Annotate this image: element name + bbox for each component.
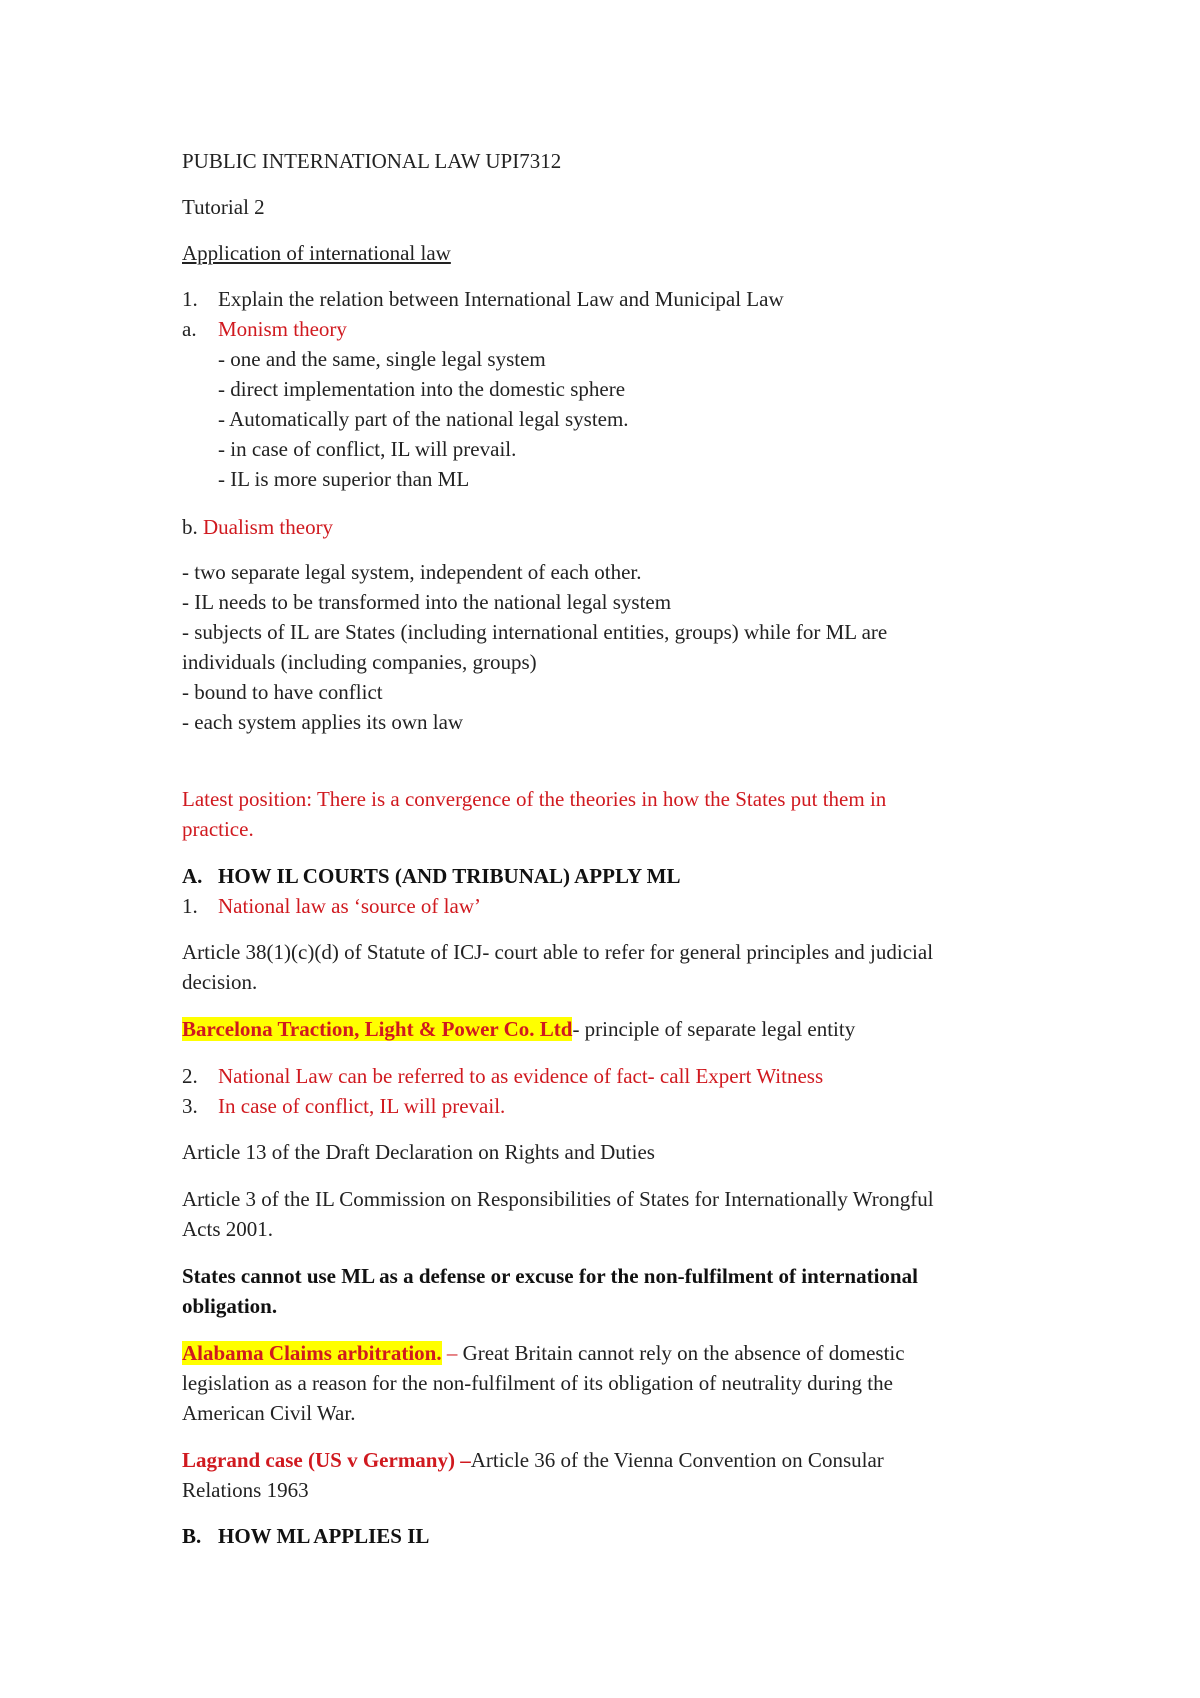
states-principle: obligation. <box>182 1294 278 1318</box>
barcelona-case-line <box>182 1014 855 1044</box>
monism-point: - IL is more superior than ML <box>218 467 470 491</box>
article-38-text: Article 38(1)(c)(d) of Statute of ICJ- court able to refer for general principles and judicial <box>182 940 934 964</box>
monism-point: - in case of conflict, IL will prevail. <box>218 437 517 461</box>
case-name-highlight: Barcelona Traction, Light & Power Co. Ltd <box>182 1017 573 1041</box>
case-description: Great Britain cannot rely on the absence of domestic <box>457 1341 905 1365</box>
latest-position: Latest position: There is a convergence of the theories in how the States put them in <box>182 787 887 811</box>
article-13-text: Article 13 of the Draft Declaration on Rights and Duties <box>182 1140 655 1164</box>
dualism-point: individuals (including companies, groups) <box>182 650 537 674</box>
dualism-point: - IL needs to be transformed into the national legal system <box>182 590 672 614</box>
dualism-point: - bound to have conflict <box>182 680 383 704</box>
monism-point: - one and the same, single legal system <box>218 347 546 371</box>
dualism-point: - each system applies its own law <box>182 710 464 734</box>
course-title: PUBLIC INTERNATIONAL LAW UPI7312 <box>182 149 562 173</box>
dualism-point: - two separate legal system, independent of each other. <box>182 560 642 584</box>
latest-position: practice. <box>182 817 254 841</box>
alabama-case-line <box>182 1338 905 1368</box>
article-38-text: decision. <box>182 970 258 994</box>
item-source-of-law: National law as ‘source of law’ <box>218 894 481 918</box>
section-label: B. <box>182 1524 202 1548</box>
dualism-point: - subjects of IL are States (including international entities, groups) while for ML are <box>182 620 888 644</box>
lagrand-description: Relations 1963 <box>182 1478 309 1502</box>
list-number: 1. <box>182 894 198 918</box>
lagrand-case-line <box>182 1445 884 1475</box>
section-label: A. <box>182 864 203 888</box>
article-3-text: Acts 2001. <box>182 1217 273 1241</box>
monism-point: - direct implementation into the domestic sphere <box>218 377 626 401</box>
monism-point: - Automatically part of the national legal system. <box>218 407 629 431</box>
item-evidence-of-fact: National Law can be referred to as evidence of fact- call Expert Witness <box>218 1064 824 1088</box>
list-letter: a. <box>182 317 197 341</box>
list-number: 3. <box>182 1094 198 1118</box>
dualism-heading <box>182 512 333 542</box>
section-heading: Application of international law <box>182 241 451 265</box>
section-b-title: HOW ML APPLIES IL <box>218 1524 430 1548</box>
states-principle: States cannot use ML as a defense or excuse for the non-fulfilment of international <box>182 1264 918 1288</box>
dualism-title: Dualism theory <box>203 515 334 539</box>
article-3-text: Article 3 of the IL Commission on Responsibilities of States for Internationally Wrongful <box>182 1187 934 1211</box>
item-conflict: In case of conflict, IL will prevail. <box>218 1094 506 1118</box>
case-description: Article 36 of the Vienna Convention on Consular <box>470 1448 884 1472</box>
case-name: Lagrand case (US v Germany) – <box>182 1448 471 1472</box>
question-text: Explain the relation between International Law and Municipal Law <box>218 287 784 311</box>
list-number: 1. <box>182 287 198 311</box>
list-number: 2. <box>182 1064 198 1088</box>
tutorial-label: Tutorial 2 <box>182 195 265 219</box>
alabama-description: legislation as a reason for the non-fulfilment of its obligation of neutrality during the <box>182 1371 893 1395</box>
case-name-highlight: Alabama Claims arbitration. <box>182 1341 442 1365</box>
list-letter: b. <box>182 515 198 539</box>
alabama-description: American Civil War. <box>182 1401 356 1425</box>
section-a-title: HOW IL COURTS (AND TRIBUNAL) APPLY ML <box>218 864 681 888</box>
case-dash: – <box>441 1341 458 1365</box>
case-description: - principle of separate legal entity <box>572 1017 856 1041</box>
monism-title: Monism theory <box>218 317 347 341</box>
